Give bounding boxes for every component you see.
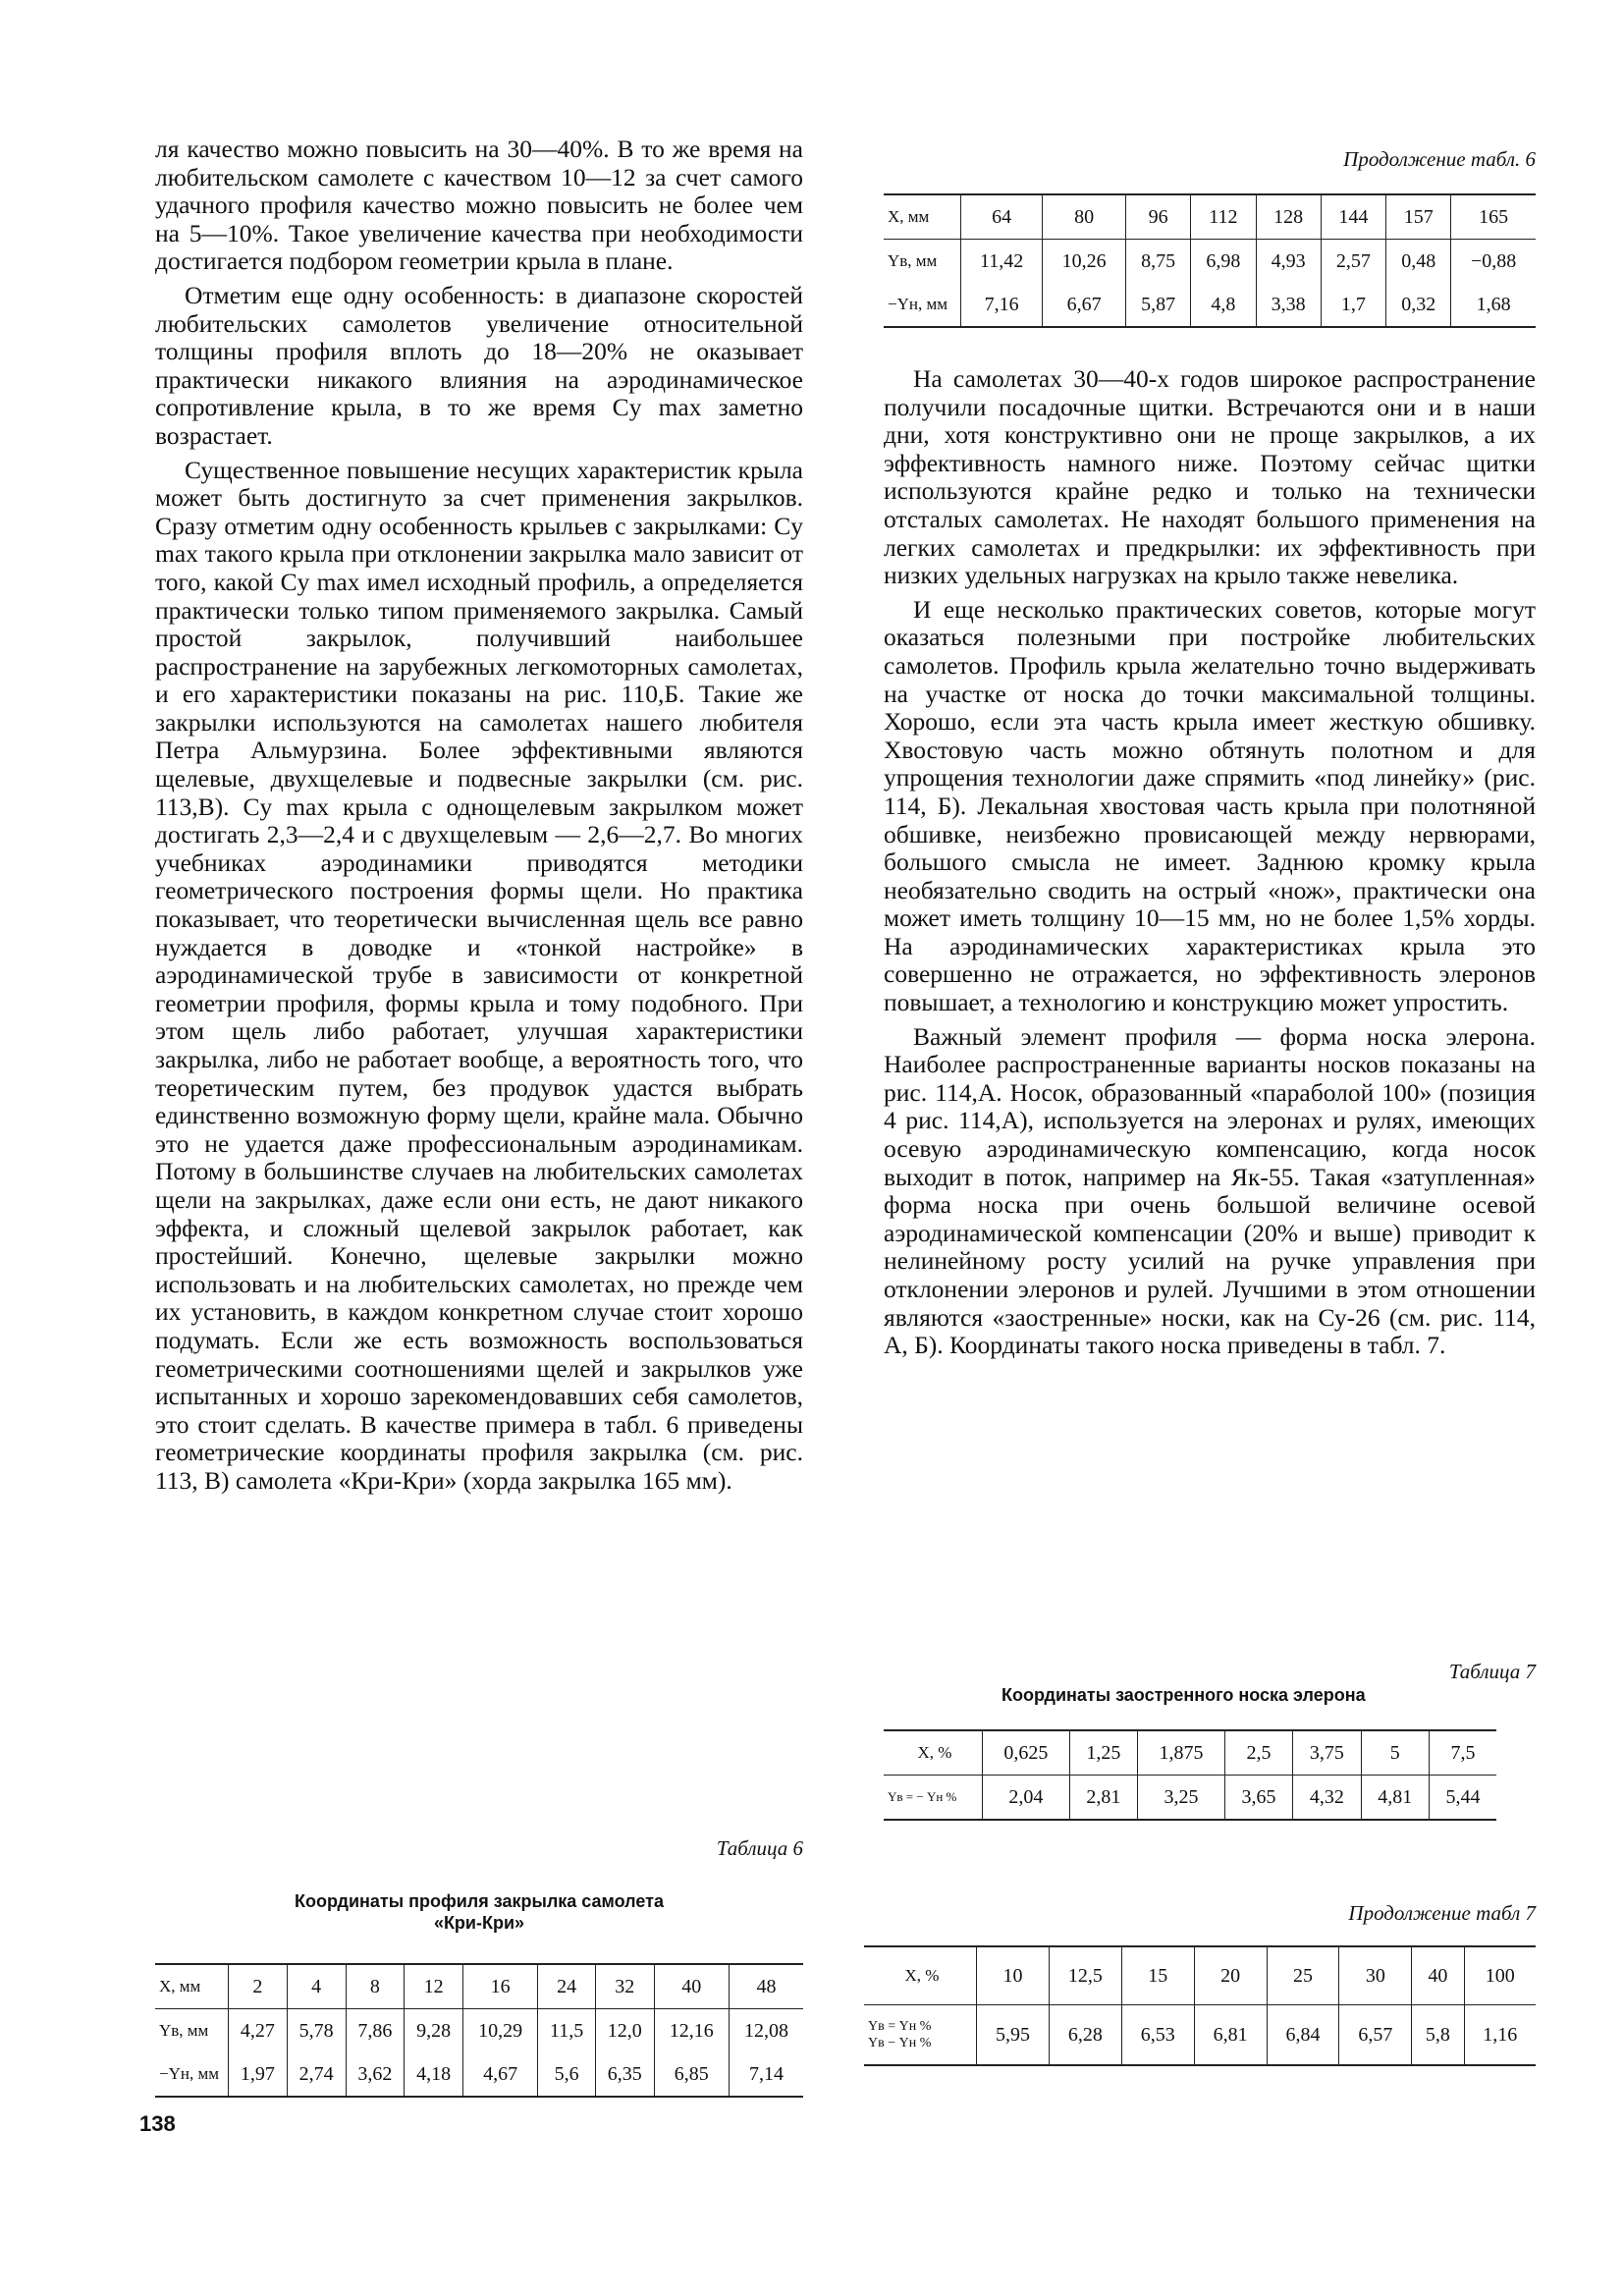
table-row [884,1730,1496,1776]
table-row [155,1964,803,2009]
table-cell: 12,0 [595,2009,654,2053]
table-cell: 4,8 [1191,283,1256,327]
table-cell: 1,7 [1321,283,1385,327]
table-cell: 10,26 [1043,240,1126,284]
table-cell: 0,32 [1386,283,1451,327]
table-cell: 5,44 [1430,1776,1497,1821]
table-cell: 6,53 [1121,2005,1194,2066]
row-label: −Yн, мм [888,295,947,313]
table-cell: 6,84 [1267,2005,1339,2066]
table-cell: 3,62 [346,2052,405,2097]
table-cell: 3,65 [1224,1776,1292,1821]
table-cell: 1,875 [1138,1730,1225,1776]
table-cell: 10,29 [463,2009,538,2053]
row-label: X, мм [884,194,961,240]
table-cell: 6,35 [595,2052,654,2097]
table-cell: 157 [1386,194,1451,240]
table-row [884,1776,1496,1821]
table-cell: 12 [405,1964,463,2009]
table-label: Продолжение табл 7 [1348,1901,1536,1925]
table-cell: 6,98 [1191,240,1256,284]
table-cell: 15 [1121,1946,1194,2005]
table-cell: 6,67 [1043,283,1126,327]
row-label: Yв, мм [159,2021,209,2040]
table-cell: 5 [1361,1730,1429,1776]
table-cell: 5,6 [538,2052,596,2097]
table-cell: 2,57 [1321,240,1385,284]
table-cell: 5,95 [977,2005,1050,2066]
table-row [155,2052,803,2097]
table-title [155,1890,803,1934]
row-label: −Yн, мм [159,2064,219,2083]
table-cell: 2,81 [1069,1776,1137,1821]
table-cell: 4,27 [229,2009,288,2053]
paragraph: Отметим еще одну особенность: в диапазоне скоростей любительских самолетов увеличение относительной толщины профиля вплоть до 18—20% не оказывает практически никакого влияния на аэродинамическое сопротивление крыла, в то же время Cy max заметно возрастает. [155,280,803,450]
table-title: Координаты заостренного носка элерона [1001,1685,1366,1705]
table-cell: 30 [1339,1946,1412,2005]
table-row [884,194,1536,240]
table-6 [155,1963,803,2098]
table-cell: 4,81 [1361,1776,1429,1821]
table6-block [155,1836,803,2098]
table-cell: 40 [1412,1946,1464,2005]
table-cell: 6,81 [1194,2005,1267,2066]
table-cell: 4,67 [463,2052,538,2097]
table7-cont-block [864,1901,1536,2066]
table-cell: 2 [229,1964,288,2009]
table-cell: 12,16 [654,2009,729,2053]
table-row [884,283,1536,327]
table-row [864,2005,1536,2066]
table-cell: 1,25 [1069,1730,1137,1776]
table-row [884,240,1536,284]
table-cell: −0,88 [1451,240,1536,284]
table-cell: 11,5 [538,2009,596,2053]
table-cell: 12,08 [729,2009,803,2053]
table-title-line: Координаты профиля закрылка самолета [295,1891,664,1911]
table-cell: 4,32 [1293,1776,1361,1821]
table-cell: 10 [977,1946,1050,2005]
table-cell: 3,38 [1256,283,1321,327]
row-label-line: Yв = Yн % [868,2019,932,2034]
page-number: 138 [139,2111,176,2136]
table-cell: 3,75 [1293,1730,1361,1776]
table-cell: 7,16 [961,283,1043,327]
table-cell: 7,86 [346,2009,405,2053]
right-column-text [884,365,1536,1360]
table-cell: 128 [1256,194,1321,240]
table-cell: 6,85 [654,2052,729,2097]
table-cell: 12,5 [1049,1946,1121,2005]
row-label-line: Yв − Yн % [868,2036,932,2050]
table-cell: 1,97 [229,2052,288,2097]
left-column [155,136,803,1496]
table-cell: 0,48 [1386,240,1451,284]
table-label: Продолжение табл. 6 [1343,147,1536,171]
table-title-line: «Кри-Кри» [433,1913,525,1933]
table-cell: 112 [1191,194,1256,240]
table-7 [884,1729,1496,1821]
table-row [155,2009,803,2053]
table-cell: 1,68 [1451,283,1536,327]
table-cell: 7,14 [729,2052,803,2097]
table-cell: 64 [961,194,1043,240]
table-cell: 100 [1464,1946,1536,2005]
table-label: Таблица 6 [716,1836,803,1860]
table-cell: 24 [538,1964,596,2009]
table-cell: 96 [1126,194,1191,240]
table-cell: 25 [1267,1946,1339,2005]
paragraph: На самолетах 30—40-х годов широкое распространение получили посадочные щитки. Встречаются они и в наши дни, хотя конструктивно они не проще закрылков, а их эффективность намного ниже. Поэтому сейчас щитки используются крайне редко и только на технически отсталых самолетах. Не находят большого применения на легких самолетах и предкрылки: их эффективность при низких удельных нагрузках на крыло также невелика. [884,364,1536,590]
table-cell: 5,87 [1126,283,1191,327]
table-cell: 5,8 [1412,2005,1464,2066]
table6-cont-block [884,147,1536,328]
row-label: Yв, мм [888,251,938,270]
table-cell: 7,5 [1430,1730,1497,1776]
table-cell: 5,78 [287,2009,346,2053]
table-cell: 20 [1194,1946,1267,2005]
row-label: X, мм [155,1964,229,2009]
table-cell: 80 [1043,194,1126,240]
row-label [864,2005,977,2066]
paragraph: ля качество можно повысить на 30—40%. В то же время на любительском самолете с качеством 10—12 за счет самого удачного профиля качество можно повысить не более чем на 5—10%. Такое увеличение качества при необходимости достигается подбором геометрии крыла в плане. [155,135,803,276]
table-cell: 2,04 [983,1776,1070,1821]
table-cell: 32 [595,1964,654,2009]
table-cell: 48 [729,1964,803,2009]
table-cell: 40 [654,1964,729,2009]
table-cell: 4 [287,1964,346,2009]
table-label: Таблица 7 [1448,1660,1536,1683]
table-cell: 1,16 [1464,2005,1536,2066]
table-cell: 165 [1451,194,1536,240]
table-cell: 6,28 [1049,2005,1121,2066]
table-cell: 3,25 [1138,1776,1225,1821]
table-cell: 8 [346,1964,405,2009]
table-cell: 4,93 [1256,240,1321,284]
table-cell: 2,74 [287,2052,346,2097]
paragraph: И еще несколько практических советов, которые могут оказаться полезными при постройке любительских самолетов. Профиль крыла желательно точно выдерживать на участке от носка до точки максимальной толщины. Хорошо, если эта часть крыла имеет жесткую обшивку. Хвостовую часть можно обтянуть полотном и для упрощения технологии даже спрямить «под линейку» (рис. 114, Б). Лекальная хвостовая часть крыла при полотняной обшивке, неизбежно провисающей между нервюрами, большого смысла не имеет. Заднюю кромку крыла необязательно сводить на острый «нож», практически она может иметь толщину 10—15 мм, но не более 1,5% хорды. На аэродинамических характеристиках крыла это совершенно не отражается, но эффективность элеронов повышает, а технологию и конструкцию может упростить. [884,594,1536,1017]
row-label: X, % [864,1946,977,2005]
paragraph: Существенное повышение несущих характеристик крыла может быть достигнуто за счет применения закрылков. Сразу отметим одну особенность крыльев с закрылками: Cy max такого крыла при отклонении закрылка мало зависит от того, какой Cy max имел исходный профиль, а определяется практически только типом применяемого закрылка. Самый простой закрылок, получивший наибольшее распространение на зарубежных легкомоторных самолетах, и его характеристики показаны на рис. 110,Б. Такие же закрылки используются на самолетах нашего любителя Петра Альмурзина. Более эффективными являются щелевые, двухщелевые и подвесные закрылки (см. рис. 113,В). Cy max крыла с однощелевым закрылком может достигать 2,3—2,4 и с двухщелевым — 2,6—2,7. Во многих учебниках аэродинамики приводятся методики геометрического построения формы щели. Но практика показывает, что теоретически вычисленная щель все равно нуждается в доводке и «тонкой настройке» в аэродинамической трубе в зависимости от конкретной геометрии профиля, формы крыла и тому подобного. При этом щель либо работает, улучшая характеристики закрылка, либо не работает вообще, а вероятность того, что теоретическим путем, без продувок удастся выбрать единственно возможную форму щели, крайне мала. Обычно это не удается даже профессиональным аэродинамикам. Потому в большинстве случаев на любительских самолетах щели на закрылках, даже если они есть, не дают никакого эффекта, и сложный щелевой закрылок работает, как простейший. Конечно, щелевые закрылки можно использовать и на любительских самолетах, но прежде чем их установить, в каждом конкретном случае стоит хорошо подумать. Если же есть возможность воспользоваться геометрическими соотношениями щелей и закрылков уже испытанных и хорошо зарекомендовавших себя самолетов, это стоит сделать. В качестве примера в табл. 6 приведены геометрические координаты профиля закрылка (см. рис. 113, В) самолета «Кри-Кри» (хорда закрылка 165 мм). [155,455,803,1495]
table-cell: 16 [463,1964,538,2009]
row-label: X, % [884,1730,983,1776]
table-row [864,1946,1536,2005]
table-cell: 4,18 [405,2052,463,2097]
table-cell: 8,75 [1126,240,1191,284]
table-6-continued [884,193,1536,328]
table-cell: 6,57 [1339,2005,1412,2066]
paragraph: Важный элемент профиля — форма носка элерона. Наиболее распространенные варианты носков показаны на рис. 114,А. Носок, образованный «параболой 100» (позиция 4 рис. 114,А), используется на элеронах и рулях, имеющих осевую аэродинамическую компенсацию, когда носок выходит в поток, например на Як-55. Такая «затупленная» форма носка при очень большой величине осевой аэродинамической компенсации (20% и выше) приводит к нелинейному росту усилий на ручке управления при отклонении элеронов и рулей. Лучшими в этом отношении являются «заостренные» носки, как на Су-26 (см. рис. 114, А, Б). Координаты такого носка приведены в табл. 7. [884,1021,1536,1360]
table-cell: 11,42 [961,240,1043,284]
table-cell: 9,28 [405,2009,463,2053]
table-7-continued [864,1945,1536,2066]
row-label: Yв = − Yн % [888,1789,957,1804]
table-cell: 2,5 [1224,1730,1292,1776]
table-cell: 0,625 [983,1730,1070,1776]
table7-block [884,1660,1536,1821]
table-cell: 144 [1321,194,1385,240]
